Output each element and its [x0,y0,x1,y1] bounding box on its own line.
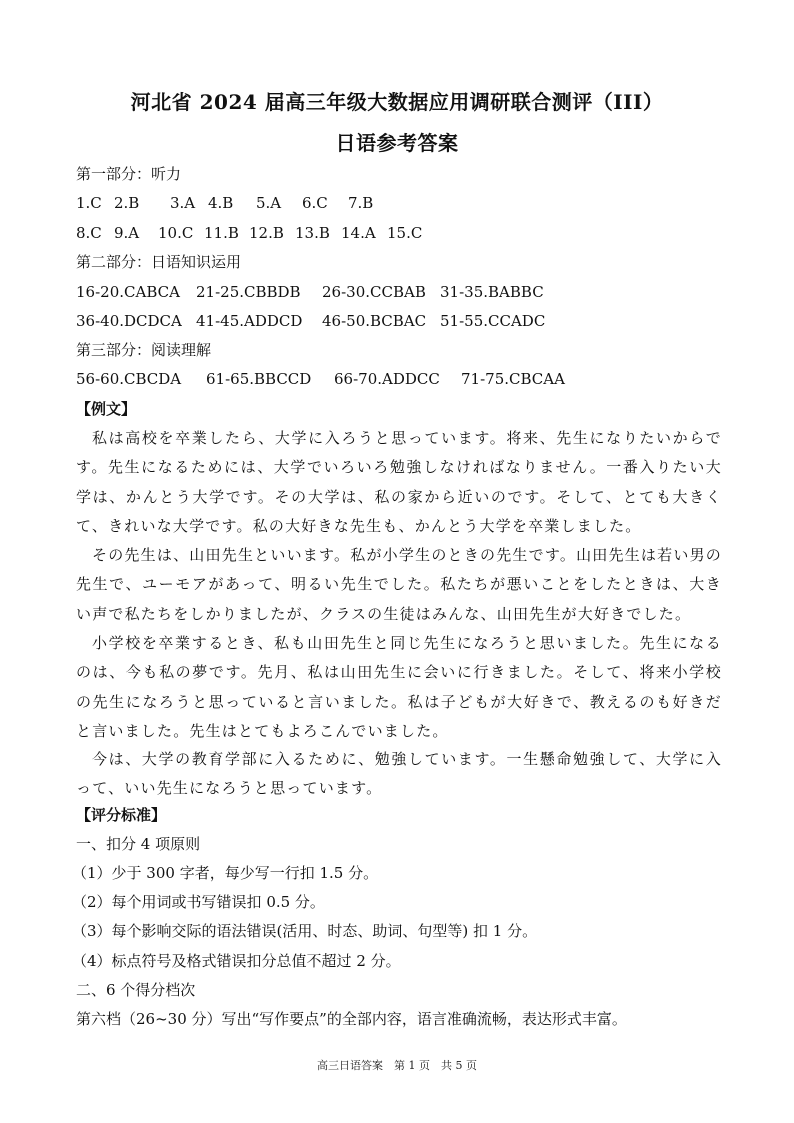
answer-item: 51-55.CCADC [440,312,546,330]
part3-answers-row1 [76,369,565,389]
answer-item: 36-40.DCDCA [76,312,182,330]
answer-item: 2.B [114,194,140,212]
answer-item: 71-75.CBCAA [461,370,565,388]
answer-item: 15.C [387,224,423,242]
scoring-rule-3: （3）每个影响交际的语法错误(活用、时态、助词、句型等) 扣 1 分。 [72,922,538,940]
part1-answers-row2 [76,223,422,243]
answer-item: 11.B [204,224,239,242]
part2-answers-row1 [76,282,544,302]
example-paragraph-4: 今は、大学の教育学部に入るために、勉強しています。一生懸命勉強して、大学に入って、いい先生になろうと思っています。 [76,750,722,798]
answer-item: 21-25.CBBDB [196,283,301,301]
scoring-rule-4: （4）标点符号及格式错误扣分总值不超过 2 分。 [72,952,401,970]
document-subtitle: 日语参考答案 [335,131,459,155]
scoring-rule-2: （2）每个用词或书写错误扣 0.5 分。 [72,893,325,911]
answer-item: 10.C [158,224,194,242]
answer-item: 12.B [249,224,284,242]
answer-item: 1.C [76,194,102,212]
example-paragraph-2: その先生は、山田先生といいます。私が小学生のときの先生です。山田先生は若い男の先生で、ユーモアがあって、明るい先生でした。私たちが悪いことをしたときは、大きい声で私たちをしかりましたが、クラスの生徒はみんな、山田先生が大好きでした。 [76,546,722,623]
example-heading: 【例文】 [76,400,137,418]
answer-item: 41-45.ADDCD [196,312,303,330]
answer-item: 26-30.CCBAB [322,283,426,301]
answer-item: 46-50.BCBAC [322,312,427,330]
scoring-section1: 一、扣分 4 项原则 [76,835,201,853]
answer-item: 7.B [348,194,374,212]
example-paragraph-3: 小学校を卒業するとき、私も山田先生と同じ先生になろうと思いました。先生になるのは、今も私の夢です。先月、私は山田先生に会いに行きました。そして、将来小学校の先生になろうと思っていると言いました。私は子どもが大好きで、教えるのも好きだと言いました。先生はとてもよろこんでいました。 [76,634,722,741]
answer-item: 4.B [208,194,234,212]
part1-heading: 第一部分：听力 [76,165,182,183]
answer-item: 61-65.BBCCD [206,370,312,388]
answer-item: 5.A [256,194,282,212]
answer-item: 56-60.CBCDA [76,370,182,388]
part2-answers-row2 [76,311,545,331]
document-title: 河北省 2024 届高三年级大数据应用调研联合测评（III） [130,90,664,114]
answer-item: 6.C [302,194,328,212]
scoring-heading: 【评分标准】 [76,806,167,824]
answer-item: 8.C [76,224,102,242]
scoring-tier6: 第六档（26~30 分）写出“写作要点”的全部内容，语言准确流畅，表达形式丰富。 [76,1010,627,1028]
page-footer: 高三日语答案 第 1 页 共 5 页 [317,1059,477,1072]
answer-item: 16-20.CABCA [76,283,180,301]
part1-answers-row1 [76,193,373,213]
scoring-section2: 二、6 个得分档次 [76,981,196,999]
part3-heading: 第三部分：阅读理解 [76,341,212,359]
example-paragraph-1: 私は高校を卒業したら、大学に入ろうと思っています。将来、先生になりたいからです。先生になるためには、大学でいろいろ勉強しなければなりません。一番入りたい大学は、かんとう大学です。その大学は、私の家から近いのです。そして、とても大きくて、きれいな大学です。私の大好きな先生も、かんとう大学を卒業しました。 [76,429,722,536]
answer-item: 9.A [114,224,140,242]
part2-heading: 第二部分：日语知识运用 [76,253,242,271]
scoring-rule-1: （1）少于 300 字者，每少写一行扣 1.5 分。 [72,864,379,882]
answer-item: 13.B [295,224,330,242]
answer-item: 66-70.ADDCC [334,370,440,388]
answer-item: 31-35.BABBC [440,283,544,301]
answer-item: 3.A [170,194,196,212]
answer-item: 14.A [341,224,376,242]
